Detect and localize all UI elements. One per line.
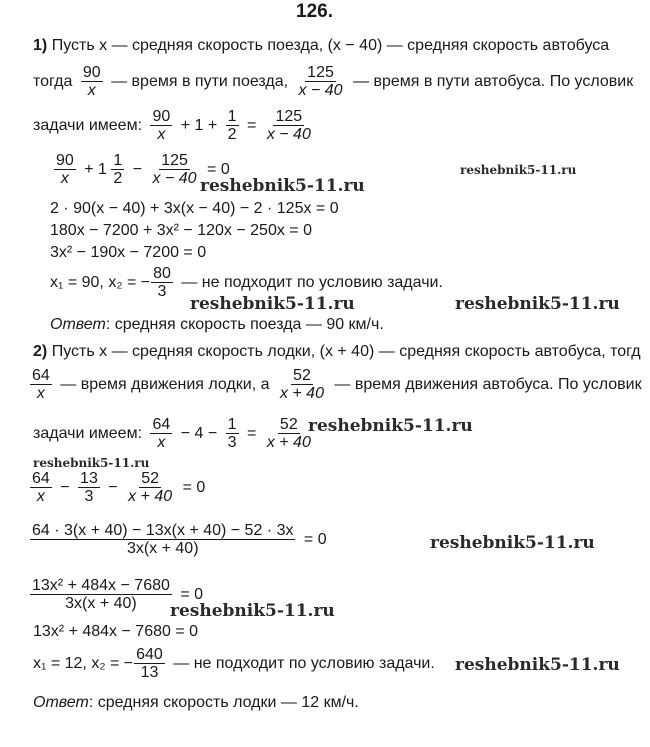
p1-eq2-frac-a: $\frac{90}{x}$: [56, 152, 74, 188]
watermark: reshebnik5-11.ru: [200, 176, 365, 196]
part2-line2: [30, 365, 642, 405]
p2-eq2-minus2: −: [108, 479, 118, 496]
p1-eq2-frac-b: $\frac{1}{2}$: [113, 152, 123, 188]
part2-eq5: 13x² + 484x − 7680 = 0: [33, 623, 199, 640]
p1-eq2-end: = 0: [207, 161, 230, 178]
part2-line3: [33, 414, 317, 454]
part2-eq3: [30, 520, 327, 560]
part1-line3-start: задачи имеем:: [33, 117, 143, 134]
part2-answer: [33, 693, 359, 713]
watermark: reshebnik5-11.ru: [33, 456, 150, 470]
p2-roots-start: x₁ = 12, x₂ = −: [33, 655, 134, 672]
p2-eq1-ops: − 4 −: [180, 425, 218, 442]
part2-line1: [33, 342, 641, 362]
part1-line3: [33, 106, 317, 146]
p1-roots-frac: $\frac{80}{3}$: [153, 265, 171, 301]
part1-answer: [50, 315, 384, 335]
p2-roots-end: — не подходит по условию задачи.: [173, 655, 435, 672]
p1-eq2-minus: −: [132, 161, 143, 178]
p2-eq1-frac-c: $\frac{52}{x + 40}$: [266, 416, 311, 452]
watermark: reshebnik5-11.ru: [455, 294, 620, 314]
p2-eq2-frac-b: $\frac{13}{3}$: [80, 470, 98, 506]
p1-eq1-plus: + 1 +: [180, 117, 218, 134]
p2-eq1-eq: =: [247, 425, 257, 442]
p2-answer-label: Ответ: [33, 694, 89, 711]
frac-boat-time: $\frac{64}{x}$: [32, 367, 50, 403]
watermark: reshebnik5-11.ru: [460, 163, 577, 177]
p1-eq1-eq: =: [247, 117, 257, 134]
p2-eq4-end: = 0: [180, 586, 204, 603]
p2-eq3-frac: $\frac{64 \cdot 3(x + 40) - 13x(x + 40) - 52 \cdot 3x}{3x(x + 40)}$: [32, 522, 294, 558]
p2-line3-start: задачи имеем:: [33, 425, 143, 442]
p2-eq1-frac-a: $\frac{64}{x}$: [152, 416, 171, 452]
p2-eq2-frac-a: $\frac{64}{x}$: [32, 470, 50, 506]
frac-bus-time-2: $\frac{52}{x + 40}$: [279, 367, 324, 403]
problem-number: 126.: [296, 1, 333, 22]
part2-roots: [33, 644, 435, 684]
p2-eq3-end: = 0: [303, 531, 327, 548]
p2-eq1-frac-b: $\frac{1}{3}$: [227, 416, 237, 452]
part1-line2: [33, 62, 633, 102]
p1-answer-text: : средняя скорость поезда — 90 км/ч.: [105, 316, 384, 333]
part1-line2-mid: — время в пути поезда,: [111, 73, 289, 90]
part1-eq4: 180x − 7200 + 3x² − 120x − 250x = 0: [50, 222, 312, 239]
watermark: reshebnik5-11.ru: [170, 601, 335, 621]
part1-eq3: 2 · 90(x − 40) + 3x(x − 40) − 2 · 125x = 0: [50, 200, 339, 217]
p1-roots-start: x₁ = 90, x₂ = −: [50, 274, 151, 291]
p1-eq1-frac-a: $\frac{90}{x}$: [152, 108, 171, 144]
part2-eq2: [30, 468, 205, 508]
p2-eq2-end: = 0: [182, 479, 206, 496]
p2-eq4-frac: $\frac{\text{13x² + 484x − 7680}}{3x(x + 40)}$: [32, 577, 170, 613]
p2-line2-mid: — время движения лодки, а: [60, 376, 270, 393]
p1-eq1-frac-c: $\frac{125}{x - 40}$: [266, 108, 311, 144]
p2-answer-text: : средняя скорость лодки — 12 км/ч.: [88, 694, 359, 711]
part1-line1: [33, 36, 609, 56]
p1-answer-label: Ответ: [50, 316, 106, 333]
watermark: reshebnik5-11.ru: [455, 655, 620, 675]
p2-eq2-minus1: −: [60, 479, 70, 496]
p2-eq2-frac-c: $\frac{52}{x + 40}$: [128, 470, 173, 506]
p1-eq2-plus: + 1: [84, 161, 107, 178]
part1-line2-start: тогда: [33, 73, 73, 90]
watermark: reshebnik5-11.ru: [430, 533, 595, 553]
p1-eq1-frac-b: $\frac{1}{2}$: [227, 108, 237, 144]
part1-line1-text: Пусть x — средняя скорость поезда, (x − 40) — средняя скорость автобуса: [51, 37, 610, 54]
part1-label: 1): [33, 37, 48, 54]
watermark: reshebnik5-11.ru: [308, 416, 473, 436]
frac-train-time: $\frac{90}{x}$: [82, 64, 101, 100]
part2-label: 2): [33, 343, 48, 360]
part1-eq5: 3x² − 190x − 7200 = 0: [50, 244, 207, 261]
p1-roots-end: — не подходит по условию задачи.: [181, 274, 443, 291]
p2-line2-end: — время движения автобуса. По условик: [334, 376, 642, 393]
part1-line2-end: — время в пути автобуса. По условик: [353, 73, 634, 90]
p1-eq2-frac-c: $\frac{125}{x - 40}$: [152, 152, 197, 188]
watermark: reshebnik5-11.ru: [190, 294, 355, 314]
frac-bus-time: $\frac{125}{x - 40}$: [298, 64, 343, 100]
p2-roots-frac: $\frac{640}{13}$: [136, 646, 163, 682]
part2-line1-text: Пусть x — средняя скорость лодки, (x + 40) — средняя скорость автобуса, тогд: [51, 343, 641, 360]
